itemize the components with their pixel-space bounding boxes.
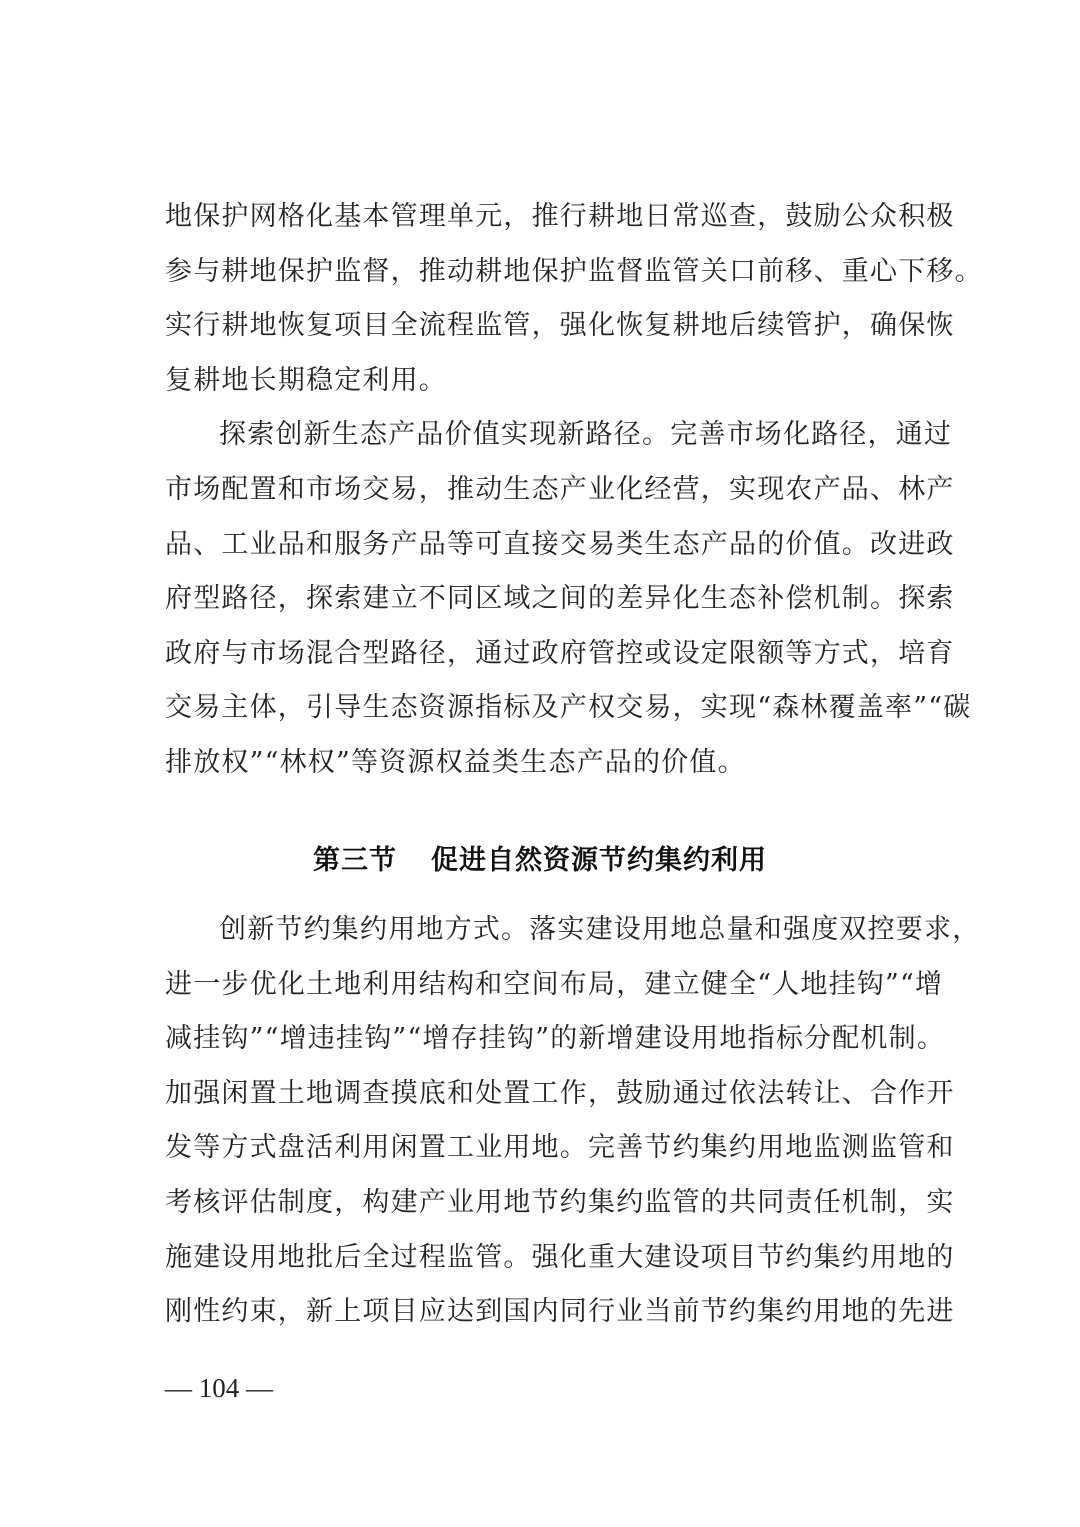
paragraph-land-use-intensification xyxy=(165,903,981,1340)
text-line: 参与耕地保护监督，推动耕地保护监督监管关口前移、重心下移。 xyxy=(165,255,983,287)
text-line: 实行耕地恢复项目全流程监管，强化恢复耕地后续管护，确保恢 xyxy=(165,310,955,342)
text-line: 发等方式盘活利用闲置工业用地。完善节约集约用地监测监管和 xyxy=(165,1132,955,1164)
text-line: 进一步优化土地利用结构和空间布局，建立健全“人地挂钩”“增 xyxy=(165,968,944,1000)
text-line: 政府与市场混合型路径，通过政府管控或设定限额等方式，培育 xyxy=(165,637,955,669)
text-line: 探索创新生态产品价值实现新路径。完善市场化路径，通过 xyxy=(219,419,953,451)
section-heading xyxy=(165,838,915,877)
text-line: 品、工业品和服务产品等可直接交易类生态产品的价值。改进政 xyxy=(165,528,955,560)
section-number: 第三节 xyxy=(313,845,397,876)
text-line: 复耕地长期稳定利用。 xyxy=(165,364,447,396)
text-line: 刚性约束，新上项目应达到国内同行业当前节约集约用地的先进 xyxy=(165,1296,955,1328)
body-text-before-section xyxy=(165,190,983,791)
body-text-after-section xyxy=(165,903,981,1340)
text-line: 府型路径，探索建立不同区域之间的差异化生态补偿机制。探索 xyxy=(165,583,955,615)
paragraph-farmland-protection xyxy=(165,190,983,408)
text-line: 加强闲置土地调查摸底和处置工作，鼓励通过依法转让、合作开 xyxy=(165,1077,955,1109)
text-line: 考核评估制度，构建产业用地节约集约监管的共同责任机制，实 xyxy=(165,1186,955,1218)
page-number: — 104 — xyxy=(165,1373,273,1403)
text-line: 排放权”“林权”等资源权益类生态产品的价值。 xyxy=(165,746,746,778)
text-line: 地保护网格化基本管理单元，推行耕地日常巡查，鼓励公众积极 xyxy=(165,201,955,232)
paragraph-ecological-product-value xyxy=(165,408,972,790)
section-title: 促进自然资源节约集约利用 xyxy=(431,845,767,876)
text-line: 施建设用地批后全过程监管。强化重大建设项目节约集约用地的 xyxy=(165,1241,955,1273)
text-line: 市场配置和市场交易，推动生态产业化经营，实现农产品、林产 xyxy=(165,473,955,505)
text-line: 减挂钩”“增违挂钩”“增存挂钩”的新增建设用地指标分配机制。 xyxy=(165,1023,946,1055)
text-line: 交易主体，引导生态资源指标及产权交易，实现“森林覆盖率”“碳 xyxy=(165,692,972,724)
text-line: 创新节约集约用地方式。落实建设用地总量和强度双控要求， xyxy=(219,914,981,945)
